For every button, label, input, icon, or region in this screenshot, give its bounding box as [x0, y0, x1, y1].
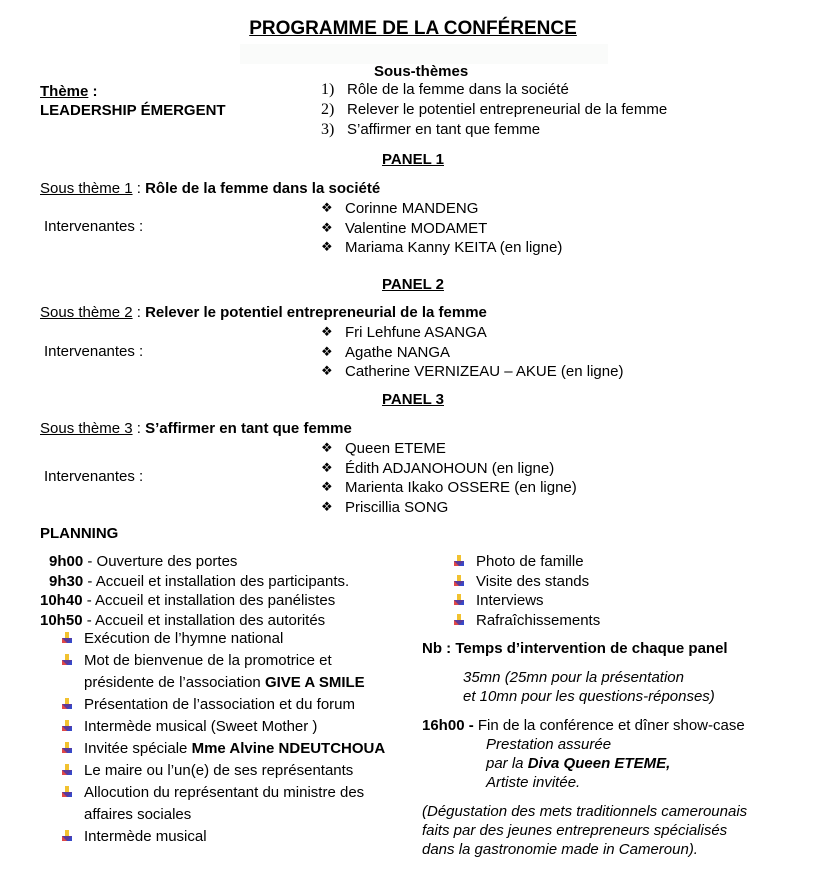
subtheme-title: S’affirmer en tant que femme: [145, 420, 352, 437]
diamond-bullet-icon: ❖: [321, 363, 333, 378]
diamond-bullet-icon: ❖: [321, 200, 333, 215]
panel-3-speakers-label: Intervenantes :: [44, 468, 144, 485]
panel-2-title: PANEL 2: [382, 276, 444, 293]
subtheme-title: Rôle de la femme dans la société: [145, 180, 381, 197]
arrow-bullet-icon: [62, 632, 72, 644]
speaker-item: [321, 322, 623, 342]
panel-1-title: PANEL 1: [382, 151, 444, 168]
item-number: 2): [321, 101, 335, 118]
sous-theme-item: [321, 120, 667, 140]
arrow-bullet-icon: [62, 654, 72, 666]
item-text: Allocution du représentant du ministre des: [84, 784, 365, 801]
planning-heading: PLANNING: [40, 525, 119, 542]
speaker-name: Queen ETEME: [345, 440, 446, 457]
diamond-bullet-icon: ❖: [321, 498, 333, 514]
note-line-3: dans la gastronomie made in Cameroun).: [422, 841, 698, 858]
planning-times: [40, 552, 349, 630]
subtheme-label: Sous thème 3: [40, 420, 133, 437]
speaker-item: [321, 342, 623, 362]
speaker-name: Fri Lehfune ASANGA: [345, 324, 487, 341]
end-text: Fin de la conférence et dîner show-case: [473, 717, 745, 734]
speaker-name: Édith ADJANOHOUN (en ligne): [345, 459, 555, 477]
speaker-item: [321, 477, 577, 497]
item-text: Le maire ou l’un(e) de ses représentants: [84, 762, 354, 779]
panel-3-speakers: [321, 438, 577, 516]
item-number: 3): [321, 121, 335, 138]
diamond-bullet-icon: ❖: [321, 479, 333, 494]
planning-right-list: [422, 552, 600, 630]
item-text: affaires sociales: [84, 806, 192, 823]
arrow-bullet-icon: [62, 830, 72, 842]
speaker-item: [321, 361, 623, 381]
panel-1-speakers-label: Intervenantes :: [44, 218, 144, 235]
item-text: Relever le potentiel entrepreneurial de la femme: [347, 101, 668, 118]
association-name: GIVE A SMILE: [264, 674, 365, 691]
arrow-bullet-icon: [454, 555, 464, 567]
planning-item: [40, 782, 385, 804]
theme-label: Thème: [40, 83, 89, 100]
item-text: Intermède musical: [84, 828, 207, 845]
panel-2-speakers-label: Intervenantes :: [44, 343, 144, 360]
diamond-bullet-icon: ❖: [321, 324, 333, 339]
time-row: [40, 552, 349, 572]
item-text: Visite des stands: [476, 572, 590, 590]
speaker-name: Mariama Kanny KEITA (en ligne): [345, 239, 563, 256]
planning-item: [40, 826, 385, 848]
arrow-bullet-icon: [454, 575, 464, 587]
time-label: 9h00: [49, 553, 84, 570]
item-text: Exécution de l’hymne national: [84, 630, 284, 647]
subtheme-separator: :: [132, 304, 146, 321]
diamond-bullet-icon: ❖: [321, 343, 333, 359]
speaker-item: [321, 438, 577, 458]
item-number: 1): [321, 81, 335, 98]
time-text: - Accueil et installation des participants.: [83, 572, 350, 590]
prestation-line-3: Artiste invitée.: [486, 774, 581, 791]
planning-item: [40, 738, 385, 760]
speaker-name: Agathe NANGA: [345, 343, 451, 361]
arrow-bullet-icon: [62, 764, 72, 776]
planning-item: [40, 694, 385, 716]
planning-item-continuation: [40, 672, 385, 694]
panel-3-title: PANEL 3: [382, 391, 444, 408]
sous-theme-item: [321, 100, 667, 120]
time-row: [40, 591, 349, 611]
page-title: PROGRAMME DE LA CONFÉRENCE: [249, 18, 577, 39]
artist-name: Diva Queen ETEME,: [527, 755, 671, 772]
sous-themes-heading: Sous-thèmes: [374, 63, 469, 80]
subtheme-title: Relever le potentiel entrepreneurial de la femme: [145, 304, 487, 321]
arrow-bullet-icon: [62, 698, 72, 710]
guest-name: Mme Alvine NDEUTCHOUA: [191, 740, 386, 757]
planning-item: [422, 572, 600, 592]
planning-item: [422, 552, 600, 572]
item-text: Rôle de la femme dans la société: [347, 81, 569, 98]
note-line-2: faits par des jeunes entrepreneurs spécialisés: [422, 822, 728, 839]
prestation-prefix: par la: [486, 755, 528, 772]
arrow-bullet-icon: [454, 614, 464, 626]
prestation-line-1: Prestation assurée: [486, 736, 612, 753]
time-text: - Ouverture des portes: [83, 553, 238, 570]
nb-heading: Nb : Temps d’intervention de chaque panel: [422, 640, 728, 657]
panel-1-subtheme: [40, 179, 380, 198]
panel-1-speakers: [321, 198, 562, 257]
speaker-item: [321, 218, 562, 238]
speaker-item: [321, 458, 577, 478]
speaker-name: Valentine MODAMET: [345, 219, 488, 237]
speaker-item: [321, 237, 562, 257]
diamond-bullet-icon: ❖: [321, 239, 333, 254]
speaker-item: [321, 198, 562, 218]
nb-line-1: 35mn (25mn pour la présentation: [463, 669, 684, 686]
diamond-bullet-icon: ❖: [321, 440, 333, 455]
planning-item: [40, 650, 385, 672]
subtheme-separator: :: [132, 420, 146, 437]
time-label: 10h50: [40, 611, 83, 629]
item-text: Mot de bienvenue de la promotrice et: [84, 652, 332, 669]
arrow-bullet-icon: [62, 720, 72, 732]
prestation-line-2: [486, 754, 670, 773]
end-line: [422, 716, 745, 735]
arrow-bullet-icon: [62, 786, 72, 798]
subtheme-separator: :: [132, 180, 146, 197]
subtheme-label: Sous thème 2: [40, 304, 133, 321]
speaker-name: Marienta Ikako OSSERE (en ligne): [345, 479, 577, 496]
speaker-name: Priscillia SONG: [345, 498, 449, 516]
planning-item-continuation: [40, 804, 385, 826]
diamond-bullet-icon: ❖: [321, 459, 333, 475]
planning-item: [40, 628, 385, 650]
diamond-bullet-icon: ❖: [321, 219, 333, 235]
time-label: 10h40: [40, 592, 83, 609]
panel-2-speakers: [321, 322, 623, 381]
item-text: présidente de l’association: [84, 674, 265, 691]
planning-item: [40, 716, 385, 738]
note-line-1: (Dégustation des mets traditionnels camerounais: [422, 803, 748, 820]
end-time: 16h00 -: [422, 717, 474, 734]
sous-theme-item: [321, 80, 667, 100]
sous-themes-list: [321, 80, 667, 140]
time-row: [40, 572, 349, 592]
time-text: - Accueil et installation des panélistes: [82, 592, 336, 609]
planning-item: [422, 611, 600, 631]
planning-left-list: [40, 628, 385, 848]
speaker-name: Catherine VERNIZEAU – AKUE (en ligne): [345, 363, 624, 380]
time-label: 9h30: [49, 572, 84, 590]
panel-3-subtheme: [40, 419, 352, 438]
arrow-bullet-icon: [62, 742, 72, 754]
item-text: Présentation de l’association et du forum: [84, 696, 355, 713]
item-text: Rafraîchissements: [476, 611, 601, 629]
planning-item: [422, 591, 600, 611]
item-text: Invitée spéciale: [84, 740, 192, 757]
time-text: - Accueil et installation des autorités: [82, 611, 326, 629]
item-text: Intermède musical (Sweet Mother ): [84, 718, 318, 735]
theme-label-line: [40, 82, 98, 101]
subtheme-label: Sous thème 1: [40, 180, 133, 197]
nb-line-2: et 10mn pour les questions-réponses): [463, 688, 715, 705]
speaker-item: [321, 497, 577, 517]
theme-label-colon: :: [88, 83, 98, 100]
speaker-name: Corinne MANDENG: [345, 200, 479, 217]
theme-value: LEADERSHIP ÉMERGENT: [40, 102, 226, 119]
title-shade-band: [240, 44, 608, 64]
item-text: S’affirmer en tant que femme: [347, 121, 541, 138]
item-text: Interviews: [476, 592, 544, 609]
arrow-bullet-icon: [454, 594, 464, 606]
item-text: Photo de famille: [476, 553, 584, 570]
panel-2-subtheme: [40, 303, 487, 322]
planning-item: [40, 760, 385, 782]
